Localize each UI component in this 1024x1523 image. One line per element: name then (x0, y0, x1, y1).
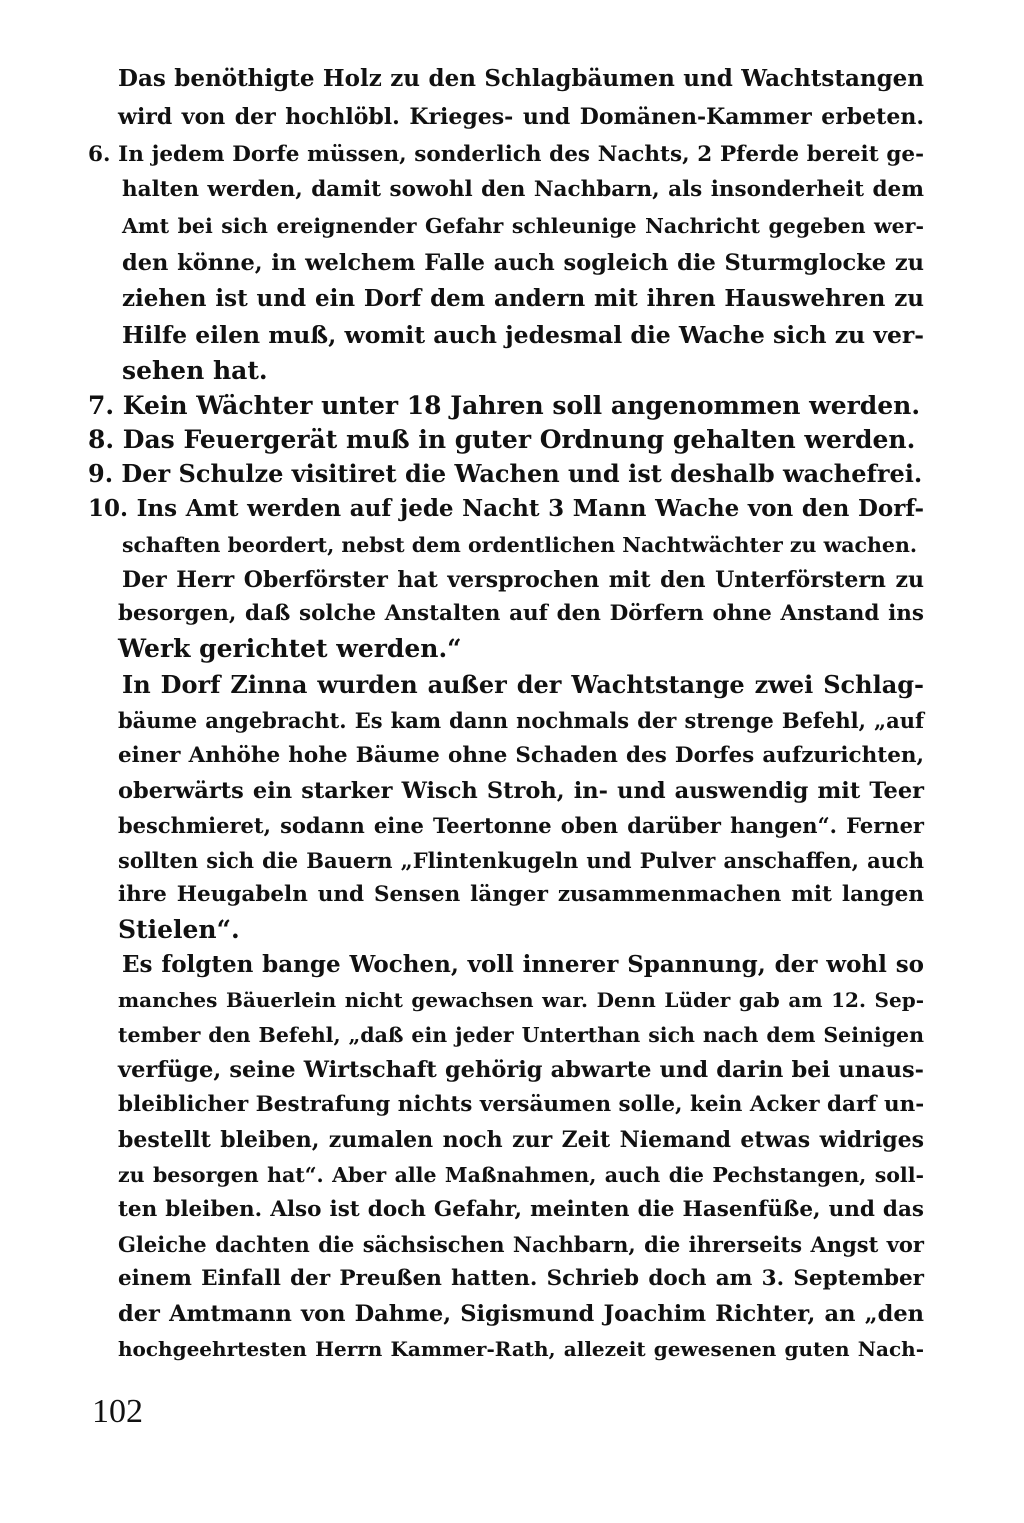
text-line: sollten sich die Bauern „Flintenkugeln und Pulver anschaffen, auch (118, 848, 924, 873)
list-item-8: 8. Das Feuergerät muß in guter Ordnung gehalten werden. (88, 425, 916, 454)
text-line: verfüge, seine Wirtschaft gehörig abwarte und darin bei unaus- (118, 1057, 924, 1083)
text-line: bestellt bleiben, zumalen noch zur Zeit Niemand etwas widriges (118, 1127, 924, 1153)
text-line: wird von der hochlöbl. Krieges- und Domänen-Kammer erbeten. (118, 104, 924, 130)
text-line: ten bleiben. Also ist doch Gefahr, meinten die Hasenfüße, und das (118, 1197, 924, 1222)
text-line: ihre Heugabeln und Sensen länger zusammenmachen mit langen (118, 882, 924, 907)
list-item-7: 7. Kein Wächter unter 18 Jahren soll angenommen werden. (88, 391, 921, 420)
paragraph-start: Der Herr Oberförster hat versprochen mit den Unterförstern zu (122, 567, 924, 593)
list-item-10: 10. Ins Amt werden auf jede Nacht 3 Mann Wache von den Dorf- (88, 495, 924, 522)
text-line: schaften beordert, nebst dem ordentlichen Nachtwächter zu wachen. (122, 533, 917, 557)
text-line: oberwärts ein starker Wisch Stroh, in- und auswendig mit Teer (118, 778, 924, 804)
text-line: ziehen ist und ein Dorf dem andern mit ihren Hauswehren zu (122, 285, 924, 312)
text-line: besorgen, daß solche Anstalten auf den Dörfern ohne Anstand ins (118, 601, 924, 626)
page-number: 102 (92, 1393, 143, 1430)
text-line: bleiblicher Bestrafung nichts versäumen solle, kein Acker darf un- (118, 1092, 925, 1117)
text-line: Das benöthigte Holz zu den Schlagbäumen und Wachtstangen (118, 65, 924, 92)
text-line: tember den Befehl, „daß ein jeder Unterthan sich nach dem Seinigen (118, 1023, 924, 1047)
text-line: einer Anhöhe hohe Bäume ohne Schaden des Dorfes aufzurichten, (118, 743, 924, 768)
text-line: sehen hat. (122, 356, 268, 385)
text-line: bäume angebracht. Es kam dann nochmals der strenge Befehl, „auf (118, 708, 924, 733)
text-line: den könne, in welchem Falle auch sogleich die Sturmglocke zu (122, 250, 924, 276)
text-line: Amt bei sich ereignender Gefahr schleunige Nachricht gegeben wer- (122, 214, 924, 238)
paragraph-start: In Dorf Zinna wurden außer der Wachtstange zwei Schlag- (122, 670, 924, 699)
text-line: hochgeehrtesten Herrn Kammer-Rath, allezeit gewesenen guten Nach- (118, 1337, 924, 1361)
text-line: Werk gerichtet werden.“ (118, 634, 462, 663)
text-line: der Amtmann von Dahme, Sigismund Joachim Richter, an „den (118, 1301, 924, 1327)
text-line: Hilfe eilen muß, womit auch jedesmal die Wache sich zu ver- (122, 321, 925, 349)
text-line: manches Bäuerlein nicht gewachsen war. Denn Lüder gab am 12. Sep- (118, 988, 924, 1012)
paragraph-start: Es folgten bange Wochen, voll innerer Spannung, der wohl so (122, 951, 924, 978)
text-line: beschmieret, sodann eine Teertonne oben darüber hangen“. Ferner (118, 813, 924, 838)
text-line: Gleiche dachten die sächsischen Nachbarn, die ihrerseits Angst vor (118, 1232, 924, 1257)
text-line: Stielen“. (118, 915, 240, 944)
list-item-9: 9. Der Schulze visitiret die Wachen und ist deshalb wachefrei. (88, 459, 923, 488)
text-line: halten werden, damit sowohl den Nachbarn, als insonderheit dem (122, 177, 924, 202)
list-item-6: 6. In jedem Dorfe müssen, sonderlich des Nachts, 2 Pferde bereit ge- (88, 142, 924, 167)
text-line: einem Einfall der Preußen hatten. Schrieb doch am 3. September (118, 1266, 924, 1291)
text-line: zu besorgen hat“. Aber alle Maßnahmen, auch die Pechstangen, soll- (118, 1163, 924, 1187)
